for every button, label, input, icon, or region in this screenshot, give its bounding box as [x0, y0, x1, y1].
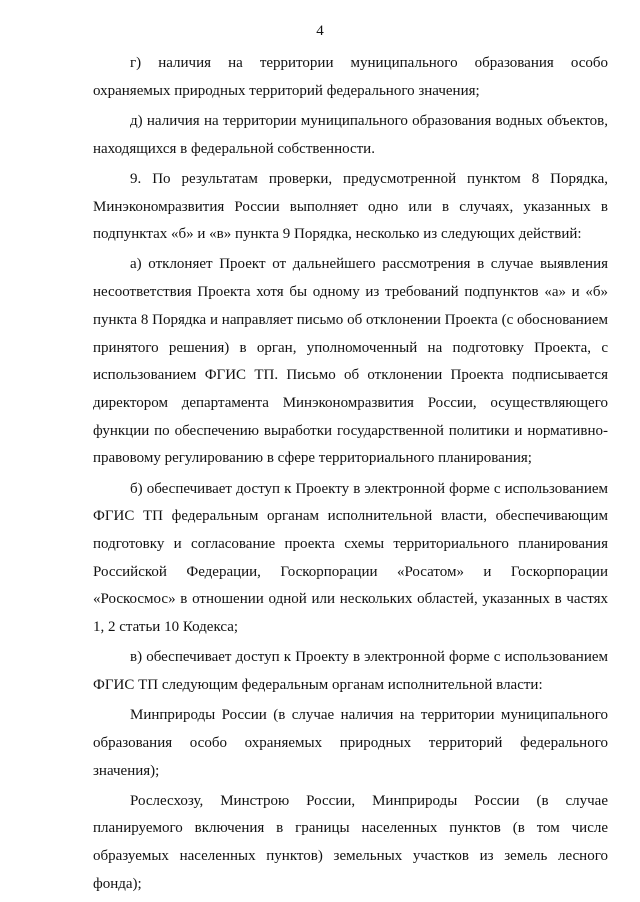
document-body	[93, 50, 608, 901]
paragraph-a: а) отклоняет Проект от дальнейшего рассмотрения в случае выявления несоответствия Проекта хотя бы одному из требований подпунктов «а» и «б» пункта 8 Порядка и направляет письмо об отклонении Проекта (с обоснованием принятого решения) в орган, уполномоченный на подготовку Проекта, с использованием ФГИС ТП. Письмо об отклонении Проекта подписывается директором департамента Минэкономразвития России, осуществляющего функции по обеспечению выработки государственной политики и нормативно-правовому регулированию в сфере территориального планирования;	[93, 256, 608, 467]
paragraph-item-9: 9. По результатам проверки, предусмотренной пунктом 8 Порядка, Минэкономразвития России выполняет одно или в случаях, указанных в подпунктах «б» и «в» пункта 9 Порядка, несколько из следующих действий:	[93, 170, 608, 243]
paragraph-d: д) наличия на территории муниципального образования водных объектов, находящихся в федеральной собственности.	[93, 112, 608, 157]
paragraph-b: б) обеспечивает доступ к Проекту в электронной форме с использованием ФГИС ТП федеральным органам исполнительной власти, обеспечивающим подготовку и согласование проекта схемы территориального планирования Российской Федерации, Госкорпорации «Росатом» и Госкорпорации «Роскосмос» в отношении одной или нескольких областей, указанных в частях 1, 2 статьи 10 Кодекса;	[93, 480, 608, 636]
paragraph-rosleskhoz: Рослесхозу, Минстрою России, Минприроды России (в случае планируемого включения в границы населенных пунктов (в том числе образуемых населенных пунктов) земельных участков из земель лесного фонда);	[93, 792, 608, 892]
paragraph-g: г) наличия на территории муниципального образования особо охраняемых природных территорий федерального значения;	[93, 55, 608, 99]
paragraph-minprirody: Минприроды России (в случае наличия на территории муниципального образования особо охраняемых природных территорий федерального значения);	[93, 707, 608, 779]
page-number: 4	[316, 23, 324, 39]
paragraph-v: в) обеспечивает доступ к Проекту в электронной форме с использованием ФГИС ТП следующим федеральным органам исполнительной власти:	[93, 649, 608, 693]
